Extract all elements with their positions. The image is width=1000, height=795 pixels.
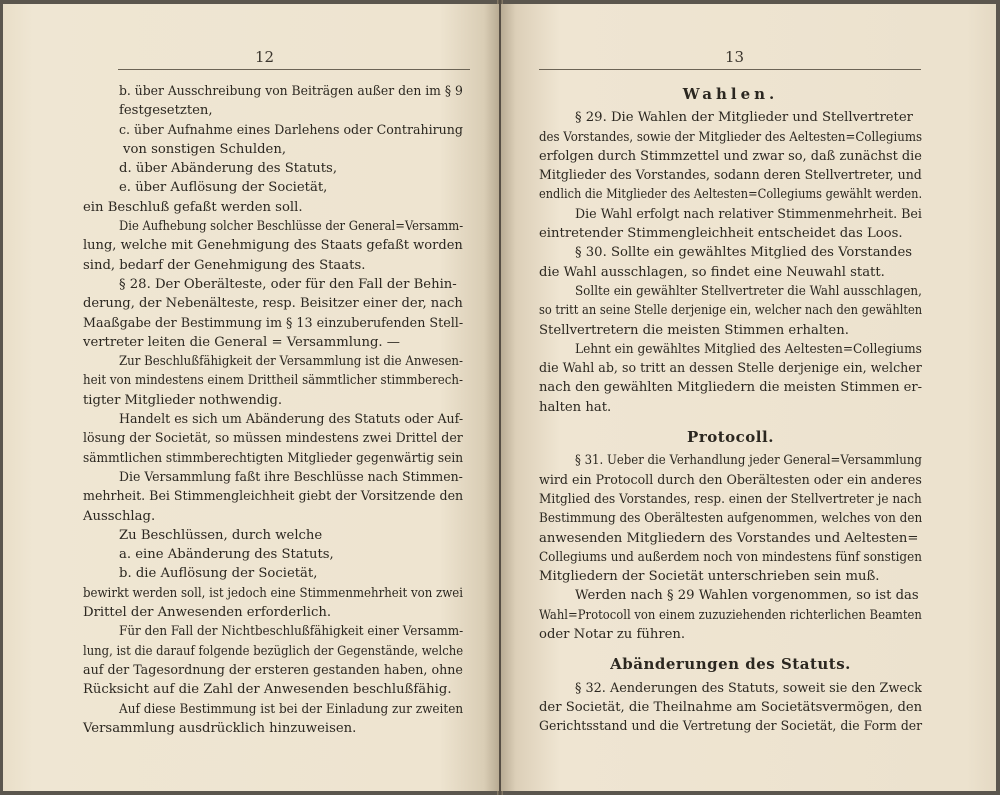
text-line: lung, welche mit Genehmigung des Staats gefaßt worden: [83, 238, 463, 254]
text-line: Handelt es sich um Abänderung des Statuts oder Auf-: [119, 412, 464, 428]
text-line: vertreter leiten die General = Versammlung. —: [83, 334, 400, 350]
text-line: lösung der Societät, so müssen mindestens zwei Drittel der: [83, 431, 463, 447]
text-line: Die Versammlung faßt ihre Beschlüsse nach Stimmen-: [119, 469, 463, 485]
text-line: die Wahl ab, so tritt an dessen Stelle derjenige ein, welcher: [539, 361, 922, 377]
left-page: [3, 4, 499, 791]
text-line: Rücksicht auf die Zahl der Anwesenden beschlußfähig.: [83, 682, 452, 698]
right-page: [501, 4, 996, 791]
text-line: erfolgen durch Stimmzettel und zwar so, daß zunächst die: [539, 148, 922, 164]
text-line: § 30. Sollte ein gewähltes Mitglied des Vorstandes: [575, 245, 913, 261]
text-line: Mitgliedern der Societät unterschrieben sein muß.: [539, 569, 880, 585]
text-line: oder Notar zu führen.: [539, 627, 686, 643]
text-line: Die Wahl erfolgt nach relativer Stimmenmehrheit. Bei: [575, 206, 922, 222]
text-line: a. eine Abänderung des Statuts,: [119, 547, 334, 563]
text-line: eintretender Stimmengleichheit entscheidet das Loos.: [539, 226, 903, 242]
text-line: Die Aufhebung solcher Beschlüsse der General=Versamm-: [119, 219, 464, 235]
text-line: sind, bedarf der Genehmigung des Staats.: [83, 257, 366, 273]
page-number-left: 12: [255, 48, 275, 66]
section-gap: [539, 644, 922, 652]
text-line: mehrheit. Bei Stimmengleichheit giebt der Vorsitzende den: [83, 489, 464, 505]
text-line: Zu Beschlüssen, durch welche: [119, 527, 323, 543]
text-line: des Vorstandes, sowie der Mitglieder des Aeltesten=Collegiums: [539, 129, 923, 145]
text-line: b. über Ausschreibung von Beiträgen außer den im § 9: [119, 84, 463, 99]
text-line: Ausschlag.: [83, 508, 156, 524]
text-line: heit von mindestens einem Drittheil sämmtlicher stimmberech-: [83, 373, 463, 389]
text-line: lung, ist die darauf folgende bezüglich der Gegenstände, welche: [83, 643, 464, 659]
text-line: Wahl=Protocoll von einem zuzuziehenden richterlichen Beamten: [539, 607, 922, 623]
text-line: Mitglieder des Vorstandes, sodann deren Stellvertreter, und: [539, 168, 922, 184]
text-line: c. über Aufnahme eines Darlehens oder Contrahirung: [119, 122, 463, 138]
text-line: Auf diese Bestimmung ist bei der Einladung zur zweiten: [119, 701, 464, 717]
text-line: d. über Abänderung des Statuts,: [119, 161, 338, 177]
heading-abaenderungen: Abänderungen des Statuts.: [610, 655, 851, 674]
text-line: von sonstigen Schulden,: [123, 141, 287, 157]
text-line: Zur Beschlußfähigkeit der Versammlung ist die Anwesen-: [119, 354, 463, 370]
text-line: § 32. Aenderungen des Statuts, soweit sie den Zweck: [575, 680, 922, 696]
text-line: b. die Auflösung der Societät,: [119, 566, 318, 582]
text-line: e. über Auflösung der Societät,: [119, 180, 328, 196]
heading-protocoll: Protocoll.: [687, 428, 774, 447]
header-rule-right: [539, 69, 921, 70]
text-line: Gerichtsstand und die Vertretung der Societät, die Form der: [539, 719, 923, 735]
text-line: so tritt an seine Stelle derjenige ein, welcher nach den gewählten: [539, 303, 923, 319]
text-line: Lehnt ein gewähltes Mitglied des Aeltesten=Collegiums: [575, 341, 922, 357]
text-line: halten hat.: [539, 399, 612, 415]
text-line: tigter Mitglieder nothwendig.: [83, 392, 283, 408]
text-line: endlich die Mitglieder des Aeltesten=Collegiums gewählt werden.: [539, 187, 923, 203]
right-page-text: [539, 82, 922, 737]
text-line: Collegiums und außerdem noch von mindestens fünf sonstigen: [539, 549, 922, 565]
text-line: § 31. Ueber die Verhandlung jeder General=Versammlung: [575, 453, 922, 469]
text-line: Maaßgabe der Bestimmung im § 13 einzuberufenden Stell-: [83, 315, 464, 331]
text-line: bewirkt werden soll, ist jedoch eine Stimmenmehrheit von zwei: [83, 585, 464, 601]
text-line: Sollte ein gewählter Stellvertreter die Wahl ausschlagen,: [575, 283, 922, 299]
text-line: Versammlung ausdrücklich hinzuweisen.: [83, 720, 357, 736]
left-page-text: [83, 82, 463, 738]
text-line: derung, der Nebenälteste, resp. Beisitzer einer der, nach: [83, 296, 463, 312]
text-line: Für den Fall der Nichtbeschlußfähigkeit einer Versamm-: [119, 624, 464, 640]
text-line: § 29. Die Wahlen der Mitglieder und Stellvertreter: [575, 110, 913, 126]
text-line: nach den gewählten Mitgliedern die meisten Stimmen er-: [539, 380, 923, 396]
text-line: der Societät, die Theilnahme am Societätsvermögen, den: [539, 699, 923, 715]
text-line: Werden nach § 29 Wahlen vorgenommen, so ist das: [575, 588, 919, 604]
text-line: anwesenden Mitgliedern des Vorstandes und Aeltesten=: [539, 530, 919, 546]
heading-wahlen: Wahlen.: [682, 85, 779, 103]
text-line: Drittel der Anwesenden erforderlich.: [83, 605, 332, 621]
text-line: Mitglied des Vorstandes, resp. einen der Stellvertreter je nach: [539, 491, 922, 507]
text-line: ein Beschluß gefaßt werden soll.: [83, 199, 303, 215]
text-line: sämmtlichen stimmberechtigten Mitglieder gegenwärtig sein: [83, 450, 464, 466]
header-rule-left: [118, 69, 470, 70]
text-line: wird ein Protocoll durch den Oberältesten oder ein anderes: [539, 472, 922, 488]
page-number-right: 13: [725, 48, 745, 66]
text-line: Stellvertretern die meisten Stimmen erhalten.: [539, 322, 849, 338]
text-line: festgesetzten,: [119, 103, 213, 119]
text-line: Bestimmung des Oberältesten aufgenommen, welches von den: [539, 511, 923, 527]
section-gap: [539, 417, 922, 425]
text-line: auf der Tagesordnung der ersteren gestanden haben, ohne: [83, 662, 463, 678]
text-line: die Wahl ausschlagen, so findet eine Neuwahl statt.: [539, 264, 885, 280]
text-line: § 28. Der Oberälteste, oder für den Fall der Behin-: [119, 276, 457, 292]
